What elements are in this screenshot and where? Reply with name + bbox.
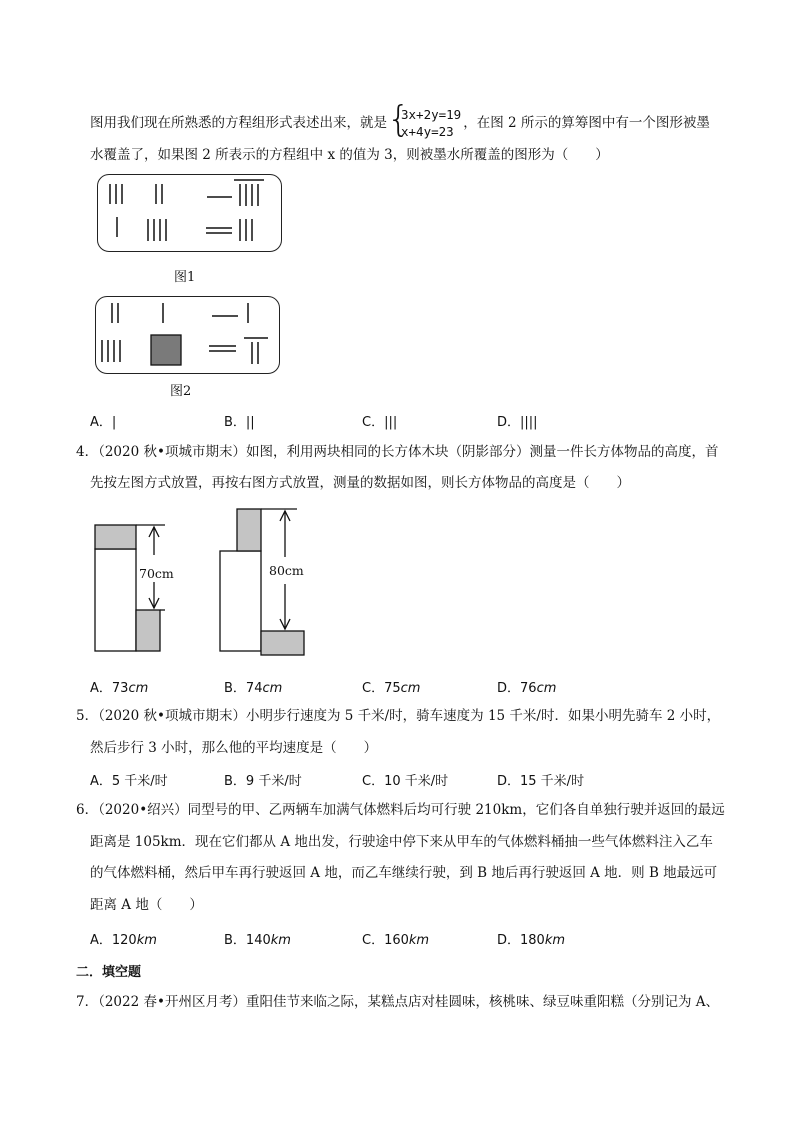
q6-option-c[interactable] xyxy=(362,929,429,948)
q5-line1: 5．（2020 秋•项城市期末）小明步行速度为 5 千米/时，骑车速度为 15 千米/时．如果小明先骑车 2 小时， xyxy=(76,708,721,724)
q4-option-c[interactable] xyxy=(362,677,420,696)
q7-line1: 7．（2022 春•开州区月考）重阳佳节来临之际，某糕点店对桂圆味，核桃味、绿豆味重阳糕（分别记为 A、 xyxy=(76,994,719,1010)
q4-option-c-value: C．75 xyxy=(362,681,401,696)
unit-label: cm xyxy=(262,681,283,696)
unit-label: km xyxy=(270,933,291,948)
q6-line4: 距离 A 地（ ） xyxy=(90,897,203,913)
q6-line1: 6．（2020•绍兴）同型号的甲、乙两辆车加满气体燃料后均可行驶 210km，它们各自单独行驶并返回的最远 xyxy=(76,802,725,818)
q3-line2: 水覆盖了，如果图 2 所表示的方程组中 x 的值为 3，则被墨水所覆盖的图形为（ ） xyxy=(90,147,609,163)
equation-1: 3x+2y=19 xyxy=(401,107,462,122)
q6-line2: 距离是 105km．现在它们都从 A 地出发，行驶途中停下来从甲车的气体燃料桶抽一些气体燃料注入乙车 xyxy=(90,834,713,850)
q6-option-b[interactable] xyxy=(224,929,291,948)
unit-label: cm xyxy=(128,681,149,696)
q6-option-a[interactable] xyxy=(90,929,157,948)
q5-option-a[interactable]: A．5 千米/时 xyxy=(90,774,168,789)
figure-1-box xyxy=(97,174,282,252)
q3-option-b[interactable]: B．|| xyxy=(224,415,255,430)
q4-left-label: 70cm xyxy=(139,566,174,581)
q6-option-c-value: C．160 xyxy=(362,933,409,948)
q3-line1 xyxy=(90,99,710,141)
q5-option-c[interactable]: C．10 千米/时 xyxy=(362,774,449,789)
q4-option-b-value: B．74 xyxy=(224,681,263,696)
brace-icon: { xyxy=(387,99,410,140)
q4-right-label: 80cm xyxy=(269,563,304,578)
unit-label: cm xyxy=(400,681,421,696)
q4-option-d[interactable] xyxy=(497,677,556,696)
unit-label: cm xyxy=(536,681,557,696)
q4-option-d-value: D．76 xyxy=(497,681,537,696)
q4-line2: 先按左图方式放置，再按右图方式放置，测量的数据如图，则长方体物品的高度是（ ） xyxy=(90,475,630,491)
q3-option-a[interactable]: A．| xyxy=(90,415,117,430)
section-heading: 二．填空题 xyxy=(76,965,142,980)
q5-option-b[interactable]: B．9 千米/时 xyxy=(224,774,302,789)
q6-option-a-value: A．120 xyxy=(90,933,137,948)
figure-2-caption: 图2 xyxy=(170,384,192,399)
q4-option-a[interactable] xyxy=(90,677,148,696)
q4-line1: 4．（2020 秋•项城市期末）如图，利用两块相同的长方体木块（阴影部分）测量一件长方体物品的高度，首 xyxy=(76,444,719,460)
equation-system xyxy=(387,99,462,141)
q4-option-a-value: A．73 xyxy=(90,681,129,696)
q4-option-b[interactable] xyxy=(224,677,282,696)
q3-option-d[interactable]: D．|||| xyxy=(497,415,538,430)
unit-label: km xyxy=(544,933,566,948)
q6-option-d-value: D．180 xyxy=(497,933,545,948)
q6-option-d[interactable] xyxy=(497,929,565,948)
q3-intro-after: ，在图 2 所示的算筹图中有一个图形被墨 xyxy=(463,115,710,131)
q5-option-d[interactable]: D．15 千米/时 xyxy=(497,774,585,789)
figure-2-box xyxy=(95,296,280,374)
q6-line3: 的气体燃料桶，然后甲车再行驶返回 A 地，而乙车继续行驶，到 B 地后再行驶返回 A 地．则 B 地最远可 xyxy=(90,865,718,881)
q6-option-b-value: B．140 xyxy=(224,933,271,948)
figure-1-caption: 图1 xyxy=(174,270,196,285)
q3-option-c[interactable]: C．||| xyxy=(362,415,398,430)
q5-line2: 然后步行 3 小时，那么他的平均速度是（ ） xyxy=(90,740,378,756)
unit-label: km xyxy=(136,933,157,948)
equation-2: x+4y=23 xyxy=(401,124,454,139)
q3-intro-text: 图用我们现在所熟悉的方程组形式表述出来，就是 xyxy=(90,115,387,131)
unit-label: km xyxy=(408,933,430,948)
